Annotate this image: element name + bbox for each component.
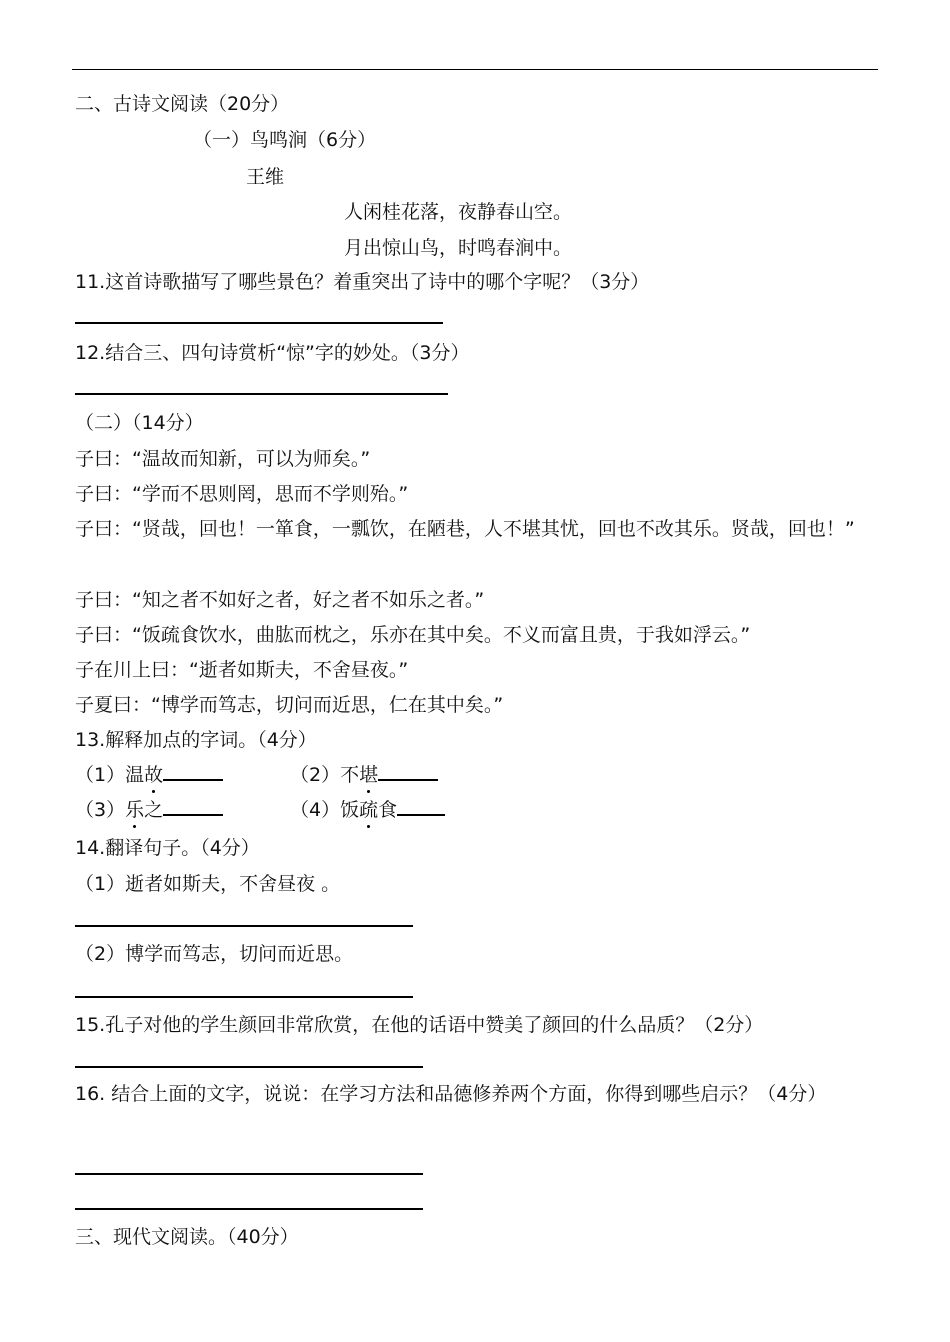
fill-blank-4[interactable] bbox=[397, 798, 445, 816]
q13-item-2-prefix: （2）不 bbox=[290, 764, 360, 786]
q13-item-1 bbox=[75, 763, 223, 787]
dotted-char: 乐 bbox=[125, 799, 145, 821]
poem-line-1: 人闲桂花落，夜静春山空。 bbox=[344, 201, 573, 223]
answer-line-15[interactable] bbox=[75, 1066, 423, 1068]
q13-item-3 bbox=[75, 798, 223, 822]
answer-line-16-1[interactable] bbox=[75, 1173, 423, 1175]
analects-line-3: 子曰：“贤哉，回也！一箪食，一瓢饮，在陋巷，人不堪其忧，回也不改其乐。贤哉，回也！” bbox=[75, 518, 855, 540]
question-11: 11.这首诗歌描写了哪些景色？着重突出了诗中的哪个字呢？（3分） bbox=[75, 271, 650, 293]
analects-line-2: 子曰：“学而不思则罔，思而不学则殆。” bbox=[75, 483, 409, 505]
section-title-classical: 二、古诗文阅读（20分） bbox=[75, 93, 290, 115]
answer-line-11[interactable] bbox=[75, 322, 443, 324]
dotted-char: 故 bbox=[144, 764, 164, 786]
analects-line-6: 子在川上曰：“逝者如斯夫，不舍昼夜。” bbox=[75, 659, 409, 681]
q13-item-3-prefix: （3） bbox=[75, 799, 126, 821]
dotted-char: 疏 bbox=[359, 799, 379, 821]
q13-item-1-prefix: （1）温 bbox=[75, 764, 145, 786]
question-15: 15.孔子对他的学生颜回非常欣赏，在他的话语中赞美了颜回的什么品质？（2分） bbox=[75, 1014, 764, 1036]
question-12: 12.结合三、四句诗赏析“惊”字的妙处。（3分） bbox=[75, 342, 470, 364]
analects-line-7: 子夏曰：“博学而笃志，切问而近思，仁在其中矣。” bbox=[75, 694, 504, 716]
q14-sentence-2: （2）博学而笃志，切问而近思。 bbox=[75, 943, 354, 965]
fill-blank-1[interactable] bbox=[163, 763, 223, 781]
q14-sentence-1: （1）逝者如斯夫，不舍昼夜 。 bbox=[75, 873, 341, 895]
part-2-heading: （二）（14分） bbox=[75, 412, 204, 434]
q13-item-4-prefix: （4）饭 bbox=[290, 799, 360, 821]
analects-line-5: 子曰：“饭疏食饮水，曲肱而枕之，乐亦在其中矣。不义而富且贵，于我如浮云。” bbox=[75, 624, 751, 646]
answer-line-14-1[interactable] bbox=[75, 925, 413, 927]
question-14: 14.翻译句子。（4分） bbox=[75, 837, 260, 859]
analects-line-4: 子曰：“知之者不如好之者，好之者不如乐之者。” bbox=[75, 589, 485, 611]
q13-item-4 bbox=[290, 798, 445, 822]
header-rule bbox=[72, 69, 878, 70]
q13-item-2 bbox=[290, 763, 438, 787]
question-16: 16. 结合上面的文字，说说：在学习方法和品德修养两个方面，你得到哪些启示？（4分） bbox=[75, 1083, 827, 1105]
q13-item-4-suffix: 食 bbox=[378, 799, 398, 821]
answer-line-14-2[interactable] bbox=[75, 996, 413, 998]
fill-blank-2[interactable] bbox=[378, 763, 438, 781]
analects-line-1: 子曰：“温故而知新，可以为师矣。” bbox=[75, 448, 371, 470]
dotted-char: 堪 bbox=[359, 764, 379, 786]
poem-line-2: 月出惊山鸟，时鸣春涧中。 bbox=[344, 237, 573, 259]
fill-blank-3[interactable] bbox=[163, 798, 223, 816]
section-title-modern: 三、现代文阅读。（40分） bbox=[75, 1226, 299, 1248]
poem-heading: （一）鸟鸣涧（6分） bbox=[193, 129, 377, 151]
q13-item-3-suffix: 之 bbox=[144, 799, 164, 821]
answer-line-16-2[interactable] bbox=[75, 1208, 423, 1210]
poem-author: 王维 bbox=[246, 166, 285, 188]
answer-line-12[interactable] bbox=[75, 393, 448, 395]
question-13: 13.解释加点的字词。（4分） bbox=[75, 729, 317, 751]
